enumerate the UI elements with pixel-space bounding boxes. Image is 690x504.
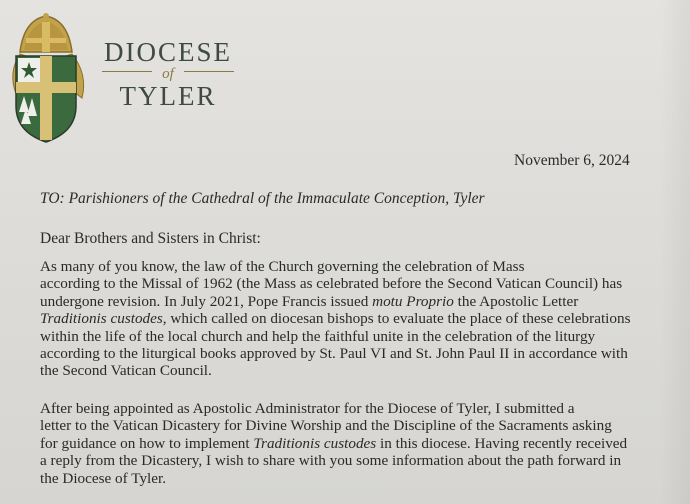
letter-date: November 6, 2024 [514,152,630,169]
italic-traditionis-custodes: Traditionis custodes [40,310,163,328]
paragraph-2: After being appointed as Apostolic Administrator for the Diocese of Tyler, I submitted a letter to the Vatican Dicastery for Divine Worship and the Discipline of the Sacraments asking for guidance on how to implement Traditionis custodes in this diocese. Having recently received a reply from the Dicastery, I wish to share with you some information about the path forward in the Diocese of Tyler. [40,400,628,487]
page-shadow [660,0,690,504]
wordmark-rule-left [102,71,152,72]
wordmark-rule-right [184,71,234,72]
to-line: TO: Parishioners of the Cathedral of the Immaculate Conception, Tyler [40,190,485,207]
wordmark-diocese: DIOCESE [104,37,232,67]
salutation: Dear Brothers and Sisters in Christ: [40,230,261,247]
wordmark-of: of [162,66,174,82]
diocese-wordmark [98,38,238,110]
paragraph-1: As many of you know, the law of the Church governing the celebration of Mass according to the Missal of 1962 (the Mass as celebrated before the Second Vatican Council) has undergone revision. In July 2021, Pope Francis issued motu Proprio the Apostolic Letter Traditionis custodes, which called on diocesan bishops to evaluate the place of these celebrations within the life of the local church and help the faithful unite in the celebration of the liturgy according to the liturgical books approved by St. Paul VI and St. John Paul II in accordance with the Second Vatican Council. [40,258,631,380]
diocese-crest-logo [2,12,90,144]
wordmark-tyler: TYLER [119,81,217,111]
italic-motu-proprio: motu Proprio [372,292,454,310]
italic-traditionis-custodes-2: Traditionis custodes [253,434,377,452]
